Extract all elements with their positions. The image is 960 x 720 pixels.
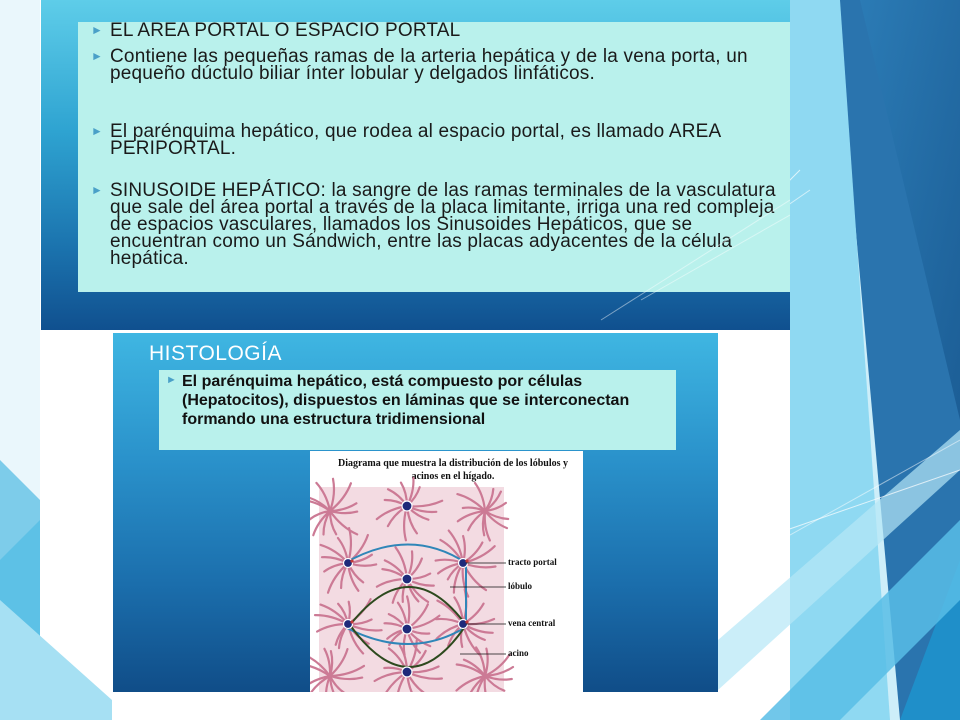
triangle-right-icon: ► bbox=[91, 183, 104, 197]
triangle-right-icon: ► bbox=[91, 49, 104, 63]
diagram-title: Diagrama que muestra la distribución de los lóbulos y acinos en el hígado. bbox=[337, 458, 569, 482]
top-slide bbox=[41, 0, 790, 330]
histology-text: El parénquima hepático, está compuesto por células (Hepatocitos), dispuestos en láminas que se interconectan formando una estructura tridimensional bbox=[182, 373, 630, 428]
label-lobulo: lóbulo bbox=[508, 581, 533, 591]
triangle-right-icon: ► bbox=[91, 124, 104, 138]
bullet-text: SINUSOIDE HEPÁTICO: la sangre de las ramas terminales de la vasculatura que sale del área portal a través de la placa limitante, irriga una red compleja de espacios vasculares, llamados los Sinusoides Hepáticos, que se encuentran como un Sándwich, entre las placas adyacentes de la célula hepática. bbox=[110, 180, 776, 269]
bullet-text: EL AREA PORTAL O ESPACIO PORTAL bbox=[110, 20, 461, 41]
bullet-text: El parénquima hepático, que rodea al espacio portal, es llamado AREA PERIPORTAL. bbox=[110, 121, 721, 159]
liver-lobule-diagram bbox=[310, 451, 583, 692]
slide-title: HISTOLOGÍA bbox=[149, 342, 282, 365]
triangle-right-icon: ► bbox=[166, 374, 177, 386]
triangle-right-icon: ► bbox=[91, 23, 104, 37]
diagram-illustration bbox=[310, 451, 583, 692]
label-tracto-portal: tracto portal bbox=[508, 557, 557, 567]
label-vena-central: vena central bbox=[508, 618, 556, 628]
bottom-slide bbox=[113, 333, 718, 692]
bullet-text: Contiene las pequeñas ramas de la arteria hepática y de la vena porta, un pequeño dúctulo biliar ínter lobular y delgados linfáticos. bbox=[110, 46, 748, 84]
histology-text-box bbox=[159, 370, 676, 450]
slide-deco-lines bbox=[41, 0, 790, 330]
label-acino: acino bbox=[508, 648, 529, 658]
